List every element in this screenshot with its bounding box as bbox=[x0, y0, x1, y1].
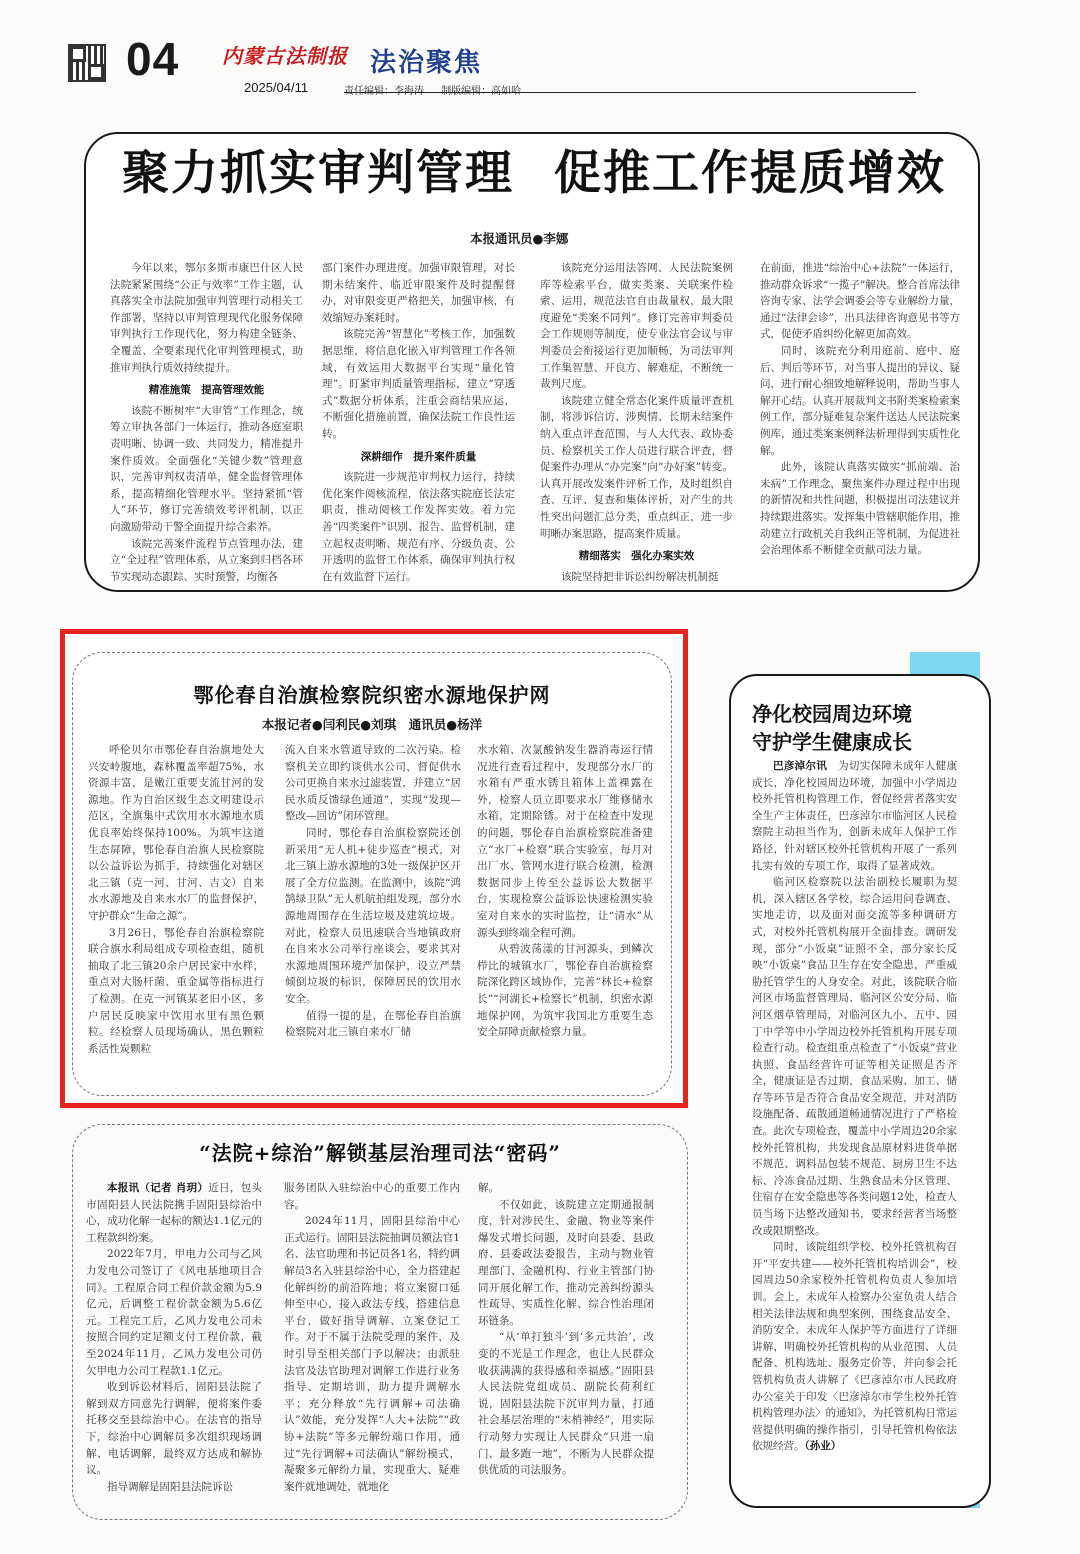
author-credit: （孙业） bbox=[804, 1440, 842, 1453]
paragraph: 服务团队入驻综治中心的重要工作内容。 bbox=[284, 1182, 460, 1211]
paragraph-text: 同时，该院组织学校、校外托管机构召开“平安共建——校外托管机构培训会”，校园周边50余家校外托管机构负责人参加培训。会上，未成年人检察办公室负责人结合相关法律法规和典型案例，围绕食品安全、消防安全、未成年人保护等方面进行了详细讲解，明确校外托管机构的从业范围、人员配备、机构选址、服务定价等，并向参会托管机构负责人讲解了《巴彦淖尔市人民政府办公室关于印发〈巴彦淖尔市学生校外托管机构管理办法〉的通知》，为托管机构日常运营提供明确的操作指引，引导托管机构依法依规经营。 bbox=[752, 1241, 957, 1453]
paragraph: 从碧波荡漾的甘河源头，到鳞次栉比的城镇水厂，鄂伦春自治旗检察院深化跨区域协作，完善“林长+检察长”“河湖长+检察长”机制，织密水源地保护网，为筑牢我国北方重要生态安全屏障贡献检察力量。 bbox=[477, 943, 653, 1039]
paragraph: 不仅如此，该院建立定期通报制度，针对涉民生、金融、物业等案件爆发式增长问题，及时向县委、县政府、县委政法委报告，主动与物业管理部门、金融机构、行业主管部门协同开展化解工作，推动完善纠纷源头性疏导、实质性化解、综合性治理闭环链条。 bbox=[478, 1198, 654, 1327]
paragraph-text: 近日，包头市固阳县人民法院携手固阳县综治中心，成功化解一起标的额达1.1亿元的工程款纠纷案。 bbox=[86, 1182, 263, 1244]
paragraph: 该院坚持把非诉讼纠纷解决机制挺 bbox=[561, 570, 719, 583]
paragraph bbox=[752, 758, 957, 874]
paragraph: 流入自来水管道导致的二次污染。检察机关立即约谈供水公司，督促供水公司更换自来水过滤装置，并建立“居民水质反馈绿色通道”，实现“发现—整改—回访”闭环管理。 bbox=[285, 744, 461, 823]
paragraph: 同时，鄂伦春自治旗检察院还创新采用“无人机+徒步巡查”模式，对北三镇上游水源地的3处一级保护区开展了全方位监测。在监测中，该院“鸿鹄绿卫队”无人机航拍组发现，部分水源地周围存在生活垃圾及建筑垃圾。对此，检察人员迅速联合当地镇政府在自来水公司举行座谈会，要求其对水源地周围环境严加保护，设立严禁倾倒垃圾的标识，保障居民的饮用水安全。 bbox=[285, 826, 461, 1005]
article-3-column-2 bbox=[284, 1180, 460, 1502]
paragraph: 该院不断树牢“大审管”工作理念，统筹立审执各部门一体运行，推动各庭室职责明晰、协调一致、共同发力，精准提升案件质效。全面强化“关键少数”管理意识，完善审判权责清单，健全监督管理体系，提高精细化管理水平。坚持紧抓“管人”环节，修订完善绩效考评机制，以正向激励带动干警全面提升综合素养。 bbox=[110, 404, 303, 533]
paragraph: 水水箱、次氯酸钠发生器消毒运行情况进行查看过程中，发现部分水厂的水箱有严重水锈且箱体上盖裸露在外，检察人员立即要求水厂维修储水水箱，定期除锈。对于在检查中发现的问题，鄂伦春自治旗检察院准备建立“水厂+检察”联合实验室，每月对出厂水、管网水进行联合检测，检测数据同步上传至公益诉讼大数据平台，实现检察公益诉讼快速检测实验室对自来水的实时监控，让“清水”从源头到终端全程可溯。 bbox=[477, 744, 653, 939]
subheading: 深耕细作 提升案件质量 bbox=[360, 450, 477, 463]
paragraph: 此外，该院认真落实做实“抓前端、治未病”工作理念，聚焦案件办理过程中出现的新情况和共性问题，积极提出司法建议并持续跟进落实。发挥集中管辖职能作用，推动建立行政机关自我纠正等机制，为促进社会治理体系不断健全贡献司法力量。 bbox=[760, 461, 960, 557]
paragraph bbox=[752, 1239, 957, 1455]
section-title: 法治聚焦 bbox=[370, 48, 483, 78]
subheading: 精准施策 提高管理效能 bbox=[148, 384, 265, 397]
article-4-headline[interactable] bbox=[752, 700, 972, 756]
paragraph: 该院建立健全常态化案件质量评查机制，将涉诉信访、涉舆情、长期未结案件纳入重点评查范围，与人大代表、政协委员、检察机关工作人员进行联合评查，督促案件办理从“办完案”向“办好案”转变。认真开展改发案件评析工作，及时组织自查、互评、复查和集体评析，对产生的共性突出问题汇总分类，重点纠正，进一步明晰办案思路，提高案件质量。 bbox=[540, 394, 733, 540]
article-1-column-2 bbox=[322, 260, 515, 583]
paragraph: 呼伦贝尔市鄂伦春自治旗地处大兴安岭腹地，森林覆盖率超75%，水资源丰富，是嫩江重要支流甘河的发源地。作为自治区级生态文明建设示范区，全旗集中式饮用水水源地水质优良率始终保持100%。为筑牢这道生态屏障，鄂伦春自治旗人民检察院以公益诉讼为抓手，持续强化对辖区北三镇（克一河、甘河、吉文）自来水水源地及自来水水厂的监督保护，守护群众“生命之源”。 bbox=[88, 744, 264, 922]
paragraph: 临河区检察院以法治副校长履职为契机，深入辖区各学校，综合运用问卷调查、实地走访，以及面对面交流等多种调研方式，对校外托管机构展开全面排查。调研发现，部分“小饭桌”证照不全，部分家长反映“小饭桌”食品卫生存在安全隐患，严重威胁托管学生的人身安全。对此，该院联合临河区市场监督管理局、临河区公安分局、临河区烟草管理局，对临河区九小、五中、园丁中学等中小学周边校外托管机构开展专项检查行动。检查组重点检查了“小饭桌”营业执照、食品经营许可证等相关证照是否齐全，健康证是否过期，食品采购、加工、储存等环节是否符合食品安全规范，并对消防设施配备、疏散通道畅通情况进行了严格检查。此次专项检查，覆盖中小学周边20余家校外托管机构，共发现食品原材料进货单据不规范、调料品包装不规范、厨房卫生不达标、冷冻食品过期、生熟食品未分区管理、住宿存在安全隐患等各类问题12处，检查人员当场下达整改通知书，要求经营者当场整改或限期整改。 bbox=[752, 876, 957, 1237]
article-2-byline: 本报记者●闫利民●刘琪 通讯员●杨洋 bbox=[261, 717, 483, 732]
paragraph bbox=[86, 1180, 262, 1246]
article-2-headline[interactable]: 鄂伦春自治旗检察院织密水源地保护网 bbox=[193, 683, 551, 707]
paragraph: 解。 bbox=[478, 1182, 499, 1194]
paragraph: 该院充分运用法答网、人民法院案例库等检索平台，做实类案、关联案件检索、运用，规范法官自由裁量权，最大限度避免“类案不同判”。修订完善审判委员会工作规则等制度，使专业法官会议与审判委员会衔接运行更加顺畅，为司法审判工作集智慧、开良方、解难症，不断统一裁判尺度。 bbox=[540, 262, 733, 391]
paper-logo: 内蒙古法制报 bbox=[222, 44, 348, 68]
paragraph: “从‘单打独斗’到‘多元共治’，改变的不光是工作理念，也让人民群众收获满满的获得感和幸福感。”固阳县人民法院党组成员、副院长荷利红说，固阳县法院下沉审判力量，打通社会基层治理的“末梢神经”，用实际行动努力实现让人民群众“只进一扇门、最多跑一地”，不断为人民群众提供优质的司法服务。 bbox=[478, 1331, 654, 1477]
paragraph: 部门案件办理进度。加强审限管理，对长期未结案件、临近审限案件及时提醒督办，对审限变更严格把关，加强审核，有效缩短办案耗时。 bbox=[322, 262, 515, 324]
issue-date: 2025/04/11 bbox=[244, 80, 309, 95]
paragraph: 该院完善案件流程节点管理办法，建立“全过程”管理体系，从立案到归档各环节实现动态跟踪、实时预警，均衡各 bbox=[110, 537, 303, 583]
article-4-body bbox=[752, 758, 957, 1490]
page-number: 04 bbox=[126, 33, 180, 85]
paragraph: 3月26日，鄂伦春自治旗检察院联合旗水利局组成专项检查组，随机抽取了北三镇20余户居民家中水样，重点对大肠杆菌、重金属等指标进行了检测。在克一河镇某老旧小区，多户居民反映家中饮用水里有黑色颗粒。经检察人员现场确认，黑色颗粒系活性炭颗粒 bbox=[88, 926, 264, 1055]
article-3-column-1 bbox=[86, 1180, 262, 1502]
article-1-column-3 bbox=[540, 260, 733, 583]
headline-line-1: 净化校园周边环境 bbox=[752, 702, 912, 726]
paragraph: 该院进一步规范审判权力运行，持续优化案件阅核流程，依法落实院庭长法定职责，推动阅核工作发挥实效。着力完善“四类案件”识别、报告、监督机制，建立起权责明晰、规范有序、分级负责、公开透明的监督工作体系，确保审判执行权在有效监督下运行。 bbox=[322, 471, 515, 583]
masthead-rule bbox=[344, 92, 916, 93]
headline-line-2: 守护学生健康成长 bbox=[752, 730, 912, 754]
article-1-column-1 bbox=[110, 260, 303, 583]
paragraph: 值得一提的是，在鄂伦春自治旗检察院对北三镇自来水厂储 bbox=[285, 1009, 461, 1039]
paragraph: 在前面，推进“综治中心+法院”一体运行，推动群众诉求“一揽子”解决。整合首席法律咨询专家、法学会调委会等专业解纷力量，通过“法律会诊”，出具法律咨询意见书等方式，促使矛盾纠纷化解更加高效。 bbox=[760, 262, 960, 341]
article-2-column-2 bbox=[285, 742, 461, 1082]
qr-code-icon bbox=[70, 46, 104, 80]
article-1-column-4 bbox=[760, 260, 960, 572]
paragraph: 2022年7月，甲电力公司与乙风力发电公司签订了《风电基地项目合同》。工程原合同工程价款金额为5.9亿元，后调整工程价款金额为5.6亿元。工程完工后，乙风力发电公司未按照合同约定足额支付工程价款，截至2024年11月，乙风力发电公司仍欠甲电力公司工程款1.1亿元。 bbox=[86, 1248, 262, 1377]
paragraph: 2024年11月，固阳县综治中心正式运行。固阳县法院抽调员额法官1名、法官助理和书记员各1名，特约调解员3名入驻县综治中心，全力搭建起化解纠纷的前沿阵地；将立案窗口延伸至中心，接入政法专线，搭建信息平台，做好指导调解、立案登记工作。对于不属于法院受理的案件，及时引导至相关部门予以解决；由派驻法官及法官助理对调解工作进行业务指导、定期培训，助力提升调解水平；充分释放“先行调解+司法确认”效能，充分发挥“人大+法院”“政协+法院”等多元解纷端口作用，通过“先行调解+司法确认”解纷模式，凝聚多元解纷力量，实现重大、疑难案件就地调处、就地化 bbox=[284, 1215, 460, 1493]
article-2-column-1 bbox=[88, 742, 264, 1082]
paragraph: 指导调解是固阳县法院诉讼 bbox=[107, 1480, 233, 1493]
article-3-column-3 bbox=[478, 1180, 654, 1502]
dateline: 巴彦淖尔讯 bbox=[773, 760, 828, 772]
paragraph: 同时，该院充分利用庭前、庭中、庭后、判后等环节，对当事人提出的异议、疑问，进行耐心细致地解释说明，帮助当事人解开心结。认真开展裁判文书附类案检索案例工作，部分疑难复杂案件送达人民法院案例库，通过类案案例释法析理得到实质性化解。 bbox=[760, 344, 960, 457]
editor-credits bbox=[344, 82, 535, 97]
article-1-headline[interactable] bbox=[104, 148, 964, 200]
article-3-headline[interactable]: “法院+综治”解锁基层治理司法“密码” bbox=[199, 1141, 561, 1165]
dateline: 本报讯（记者 肖玥） bbox=[107, 1182, 209, 1194]
subheading: 精细落实 强化办案实效 bbox=[578, 550, 695, 563]
paragraph: 该院完善“智慧化”考核工作，加强数据思维，将信息化嵌入审判管理工作各领域，有效运用大数据平台实现“量化管理”。盯紧审判质量管理指标，建立“穿透式”数据分析体系，注重会商结果应运，不断强化措施前置，确保法院工作良性运转。 bbox=[322, 328, 515, 440]
article-2-column-3 bbox=[477, 742, 653, 1082]
paragraph: 今年以来，鄂尔多斯市康巴什区人民法院紧紧围绕“公正与效率”工作主题，认真落实全市法院加强审判管理行动相关工作部署，坚持以审判管理现代化服务保障审判执行工作现代化，努力构建全链条、全覆盖、全要素现代化审判管理模式，助推审判执行质效持续提升。 bbox=[110, 262, 303, 374]
article-1-byline: 本报通讯员●李娜 bbox=[470, 231, 569, 246]
paragraph-text: 为切实保障未成年人健康成长，净化校园周边环境，加强中小学周边校外托管机构管理工作，督促经营者落实安全生产主体责任，巴彦淖尔市临河区人民检察院主动担当作为，创新未成年人保护工作路径，针对辖区校外托管机构开展了一系列扎实有效的专项工作，取得了显著成效。 bbox=[752, 760, 957, 872]
headline-part-2: 促推工作提质增效 bbox=[554, 146, 946, 201]
headline-part-1: 聚力抓实审判管理 bbox=[122, 146, 514, 201]
paragraph: 收到诉讼材料后，固阳县法院了解到双方同意先行调解，便将案件委托移交至县综治中心。在法官的指导下，综治中心调解员多次组织现场调解、电话调解，最终双方达成和解协议。 bbox=[86, 1381, 262, 1477]
